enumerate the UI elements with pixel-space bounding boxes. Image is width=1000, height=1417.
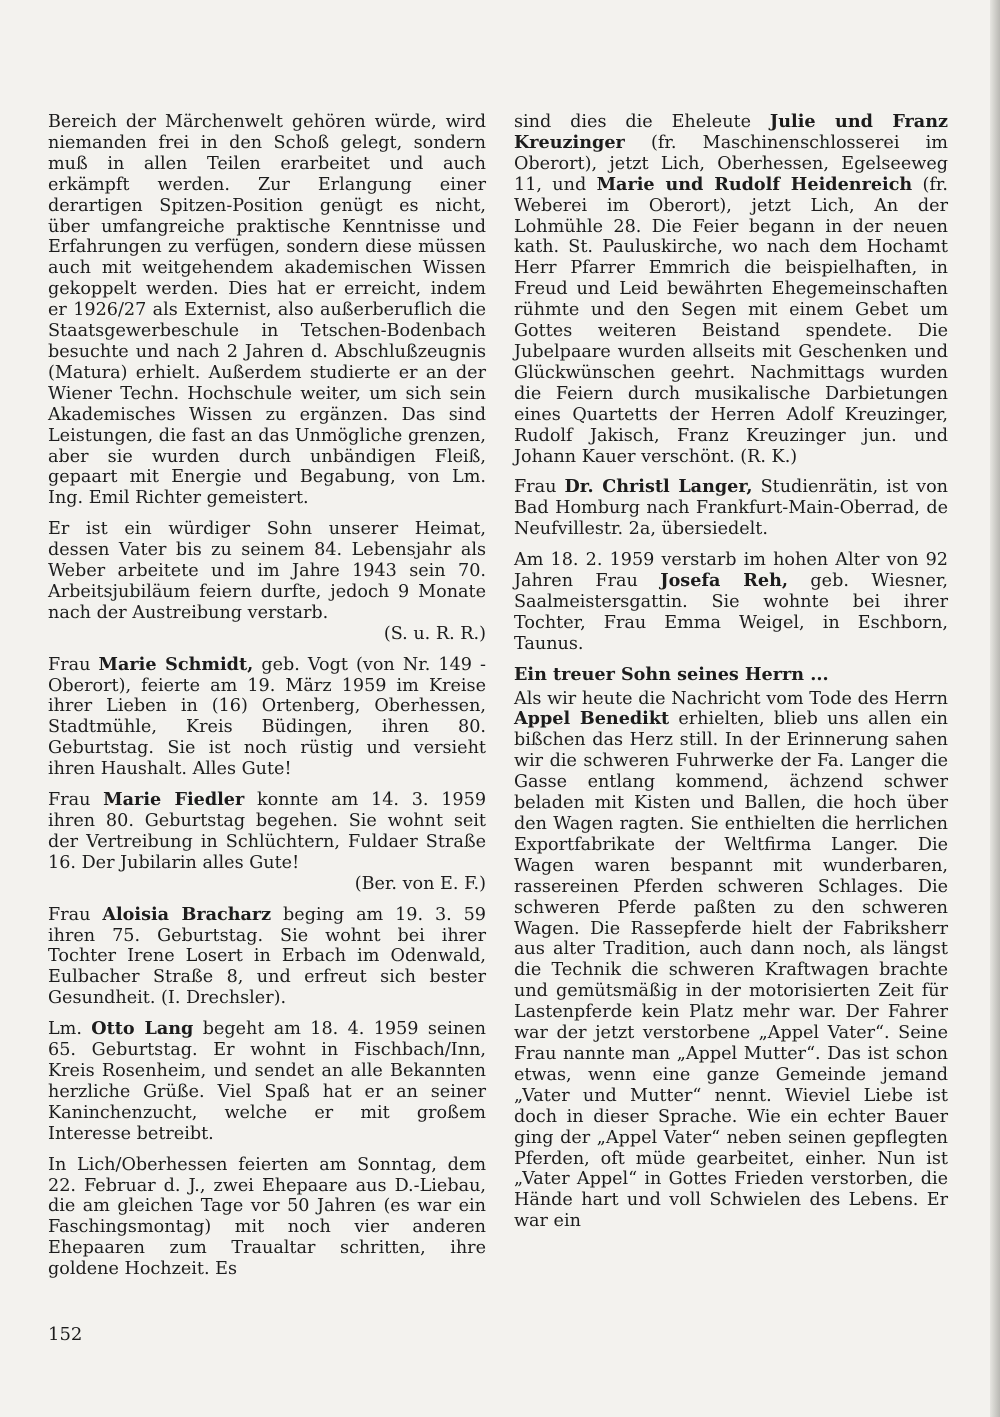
- paragraph-aloisia-bracharz: Frau Aloisia Bracharz beging am 19. 3. 59 ihren 75. Geburtstag. Sie wohnt bei ihrer Tochter Irene Losert in Erbach im Odenwald, Eulbacher Straße 8, und erfreut sich bester Gesundheit. (I. Drechsler).: [48, 903, 487, 1009]
- page-edge: [990, 0, 1000, 1417]
- person-name: Marie Fiedler: [103, 789, 245, 811]
- paragraph-otto-lang: Lm. Otto Lang begeht am 18. 4. 1959 seinen 65. Geburtstag. Er wohnt in Fischbach/Inn, Kreis Rosenheim, und sendet an alle Bekannten herzliche Grüße. Viel Spaß hat er an seiner Kaninchenzucht, welche er mit großem Interesse betreibt.: [48, 1018, 486, 1144]
- paragraph-christl-langer: Frau Dr. Christl Langer, Studienrätin, ist von Bad Homburg nach Frankfurt-Main-Oberrad, de Neufvillestr. 2a, übersiedelt.: [514, 476, 949, 540]
- person-name: Marie und Rudolf Heidenreich: [596, 173, 913, 195]
- left-column: [48, 112, 486, 1290]
- article-heading: Ein treuer Sohn seines Herrn ...: [514, 663, 829, 685]
- paragraph-richter-career: Bereich der Märchenwelt gehören würde, wird niemanden frei in den Schoß gelegt, sondern muß in allen Teilen erarbeitet und auch erkämpft werden. Zur Erlangung einer derartigen Spitzen-Position genügt es nicht, über umfangreiche praktische Kenntnisse und Erfahrungen zu verfügen, sondern diese müssen auch mit weitgehendem akademischen Wissen gekoppelt werden. Dies hat er erreicht, indem er 1926/27 als Externist, also außerberuflich die Staatsgewerbeschule in Tetschen-Bodenbach besuchte und nach 2 Jahren d. Abschlußzeugnis (Matura) erhielt. Außerdem studierte er an der Wiener Techn. Hochschule weiter, um sich sein Akademisches Wissen zu ergänzen. Das sind Leistungen, die fast an das Unmögliche grenzen, aber sie wurden durch unbändigen Fleiß, gepaart mit Energie und Begabung, von Lm. Ing. Emil Richter gemeistert.: [48, 112, 486, 509]
- attribution: (S. u. R. R.): [383, 623, 486, 644]
- paragraph-marie-schmidt: Frau Marie Schmidt, geb. Vogt (von Nr. 149 - Oberort), feierte am 19. März 1959 im Kreise ihrer Lieben in (16) Ortenberg, Oberhessen, Stadtmühle, Kreis Büdingen, ihren 80. Geburtstag. Sie ist noch rüstig und versieht ihren Haushalt. Alles Gute!: [48, 653, 486, 780]
- paragraph-appel-benedikt: Als wir heute die Nachricht vom Tode des Herrn Appel Benedikt erhielten, blieb uns allen ein bißchen das Herz still. In der Erinnerung sahen wir die schweren Fuhrwerke der Fa. Langer die Gasse entlang kommend, ächzend schwer beladen mit Kisten und Ballen, die hoch über den Wagen ragten. Sie enthielten die herrlichen Exportfabrikate der Weltfirma Langer. Die Wagen waren bespannt mit wunderbaren, rassereinen Pferden schweren Schlages. Die schweren Pferde paßten zu den schweren Wagen. Die Rassepferde hielt der Fabriksherr aus alter Tradition, auch dann noch, als längst die Technik die schweren Kraftwagen brachte und gemütsmäßig in der motorisierten Zeit für Lastenpferde kein Platz mehr war. Der Fahrer war der jetzt verstorbene „Appel Vater“. Seine Frau nannte man „Appel Mutter“. Das ist schon etwas, wenn eine ganze Gemeinde jemand „Vater und Mutter“ nennt. Wieviel Liebe ist doch in dieser Sprache. Wie ein echter Bauer ging der „Appel Vater“ neben seinen gepflegten Pferden, oft müde gearbeitet, einher. Nun ist „Vater Appel“ in Gottes Frieden verstorben, die Hände hart und voll Schwielen des Lebens. Er war ein: [514, 688, 948, 1232]
- person-name: Otto Lang: [91, 1018, 194, 1040]
- person-name: Marie Schmidt,: [98, 653, 254, 675]
- paragraph-richter-father: Er ist ein würdiger Sohn unserer Heimat, dessen Vater bis zu seinem 84. Lebensjahr als Weber arbeitete und im Jahre 1943 sein 70. Arbeitsjubiläum feiern durfte, jedoch 9 Monate nach der Austreibung verstarb.: [48, 519, 486, 623]
- person-name: Dr. Christl Langer,: [564, 476, 753, 498]
- person-name: Appel Benedikt: [514, 708, 670, 730]
- paragraph-josefa-reh: Am 18. 2. 1959 verstarb im hohen Alter von 92 Jahren Frau Josefa Reh, geb. Wiesner, Saalmeistersgattin. Sie wohnte bei ihrer Tochter, Frau Emma Weigel, in Eschborn, Taunus.: [514, 550, 948, 654]
- paragraph-golden-wedding-continued: sind dies die Eheleute Julie und Franz Kreuzinger (fr. Maschinenschlosserei im Oberort), jetzt Lich, Oberhessen, Egelseeweg 11, und Marie und Rudolf Heidenreich (fr. Weberei im Oberort), jetzt Lich, An der Lohmühle 28. Die Feier begann in der neuen kath. St. Pauluskirche, wo nach dem Hochamt Herr Pfarrer Emmrich die beispielhaften, in Freud und Leid bewährten Ehegemeinschaften rühmte und den Segen mit einem Gebet um Gottes weiteren Beistand spendete. Die Jubelpaare wurden allseits mit Geschenken und Glückwünschen geehrt. Nachmittags wurden die Feiern durch musikalische Darbietungen eines Quartetts der Herren Adolf Kreuzinger, Rudolf Jakisch, Franz Kreuzinger jun. und Johann Kauer verschönt. (R. K.): [514, 111, 948, 467]
- person-name: Aloisia Bracharz: [102, 903, 272, 925]
- right-column: [514, 112, 948, 1242]
- person-name: Josefa Reh,: [660, 570, 789, 592]
- paragraph-golden-wedding: In Lich/Oberhessen feierten am Sonntag, dem 22. Februar d. J., zwei Ehepaare aus D.-Liebau, die am gleichen Tage vor 50 Jahren (es war ein Faschingsmontag) mit noch vier anderen Ehepaaren zum Traualtar schritten, ihre goldene Hochzeit. Es: [48, 1154, 486, 1280]
- person-name: Julie und Franz Kreuzinger: [514, 111, 948, 153]
- paragraph-marie-fiedler: Frau Marie Fiedler konnte am 14. 3. 1959 ihren 80. Geburtstag begehen. Sie wohnt seit der Vertreibung in Schlüchtern, Fuldaer Straße 16. Der Jubilarin alles Gute!: [48, 789, 487, 873]
- page-number: 152: [48, 1324, 83, 1345]
- attribution: (Ber. von E. F.): [354, 873, 486, 894]
